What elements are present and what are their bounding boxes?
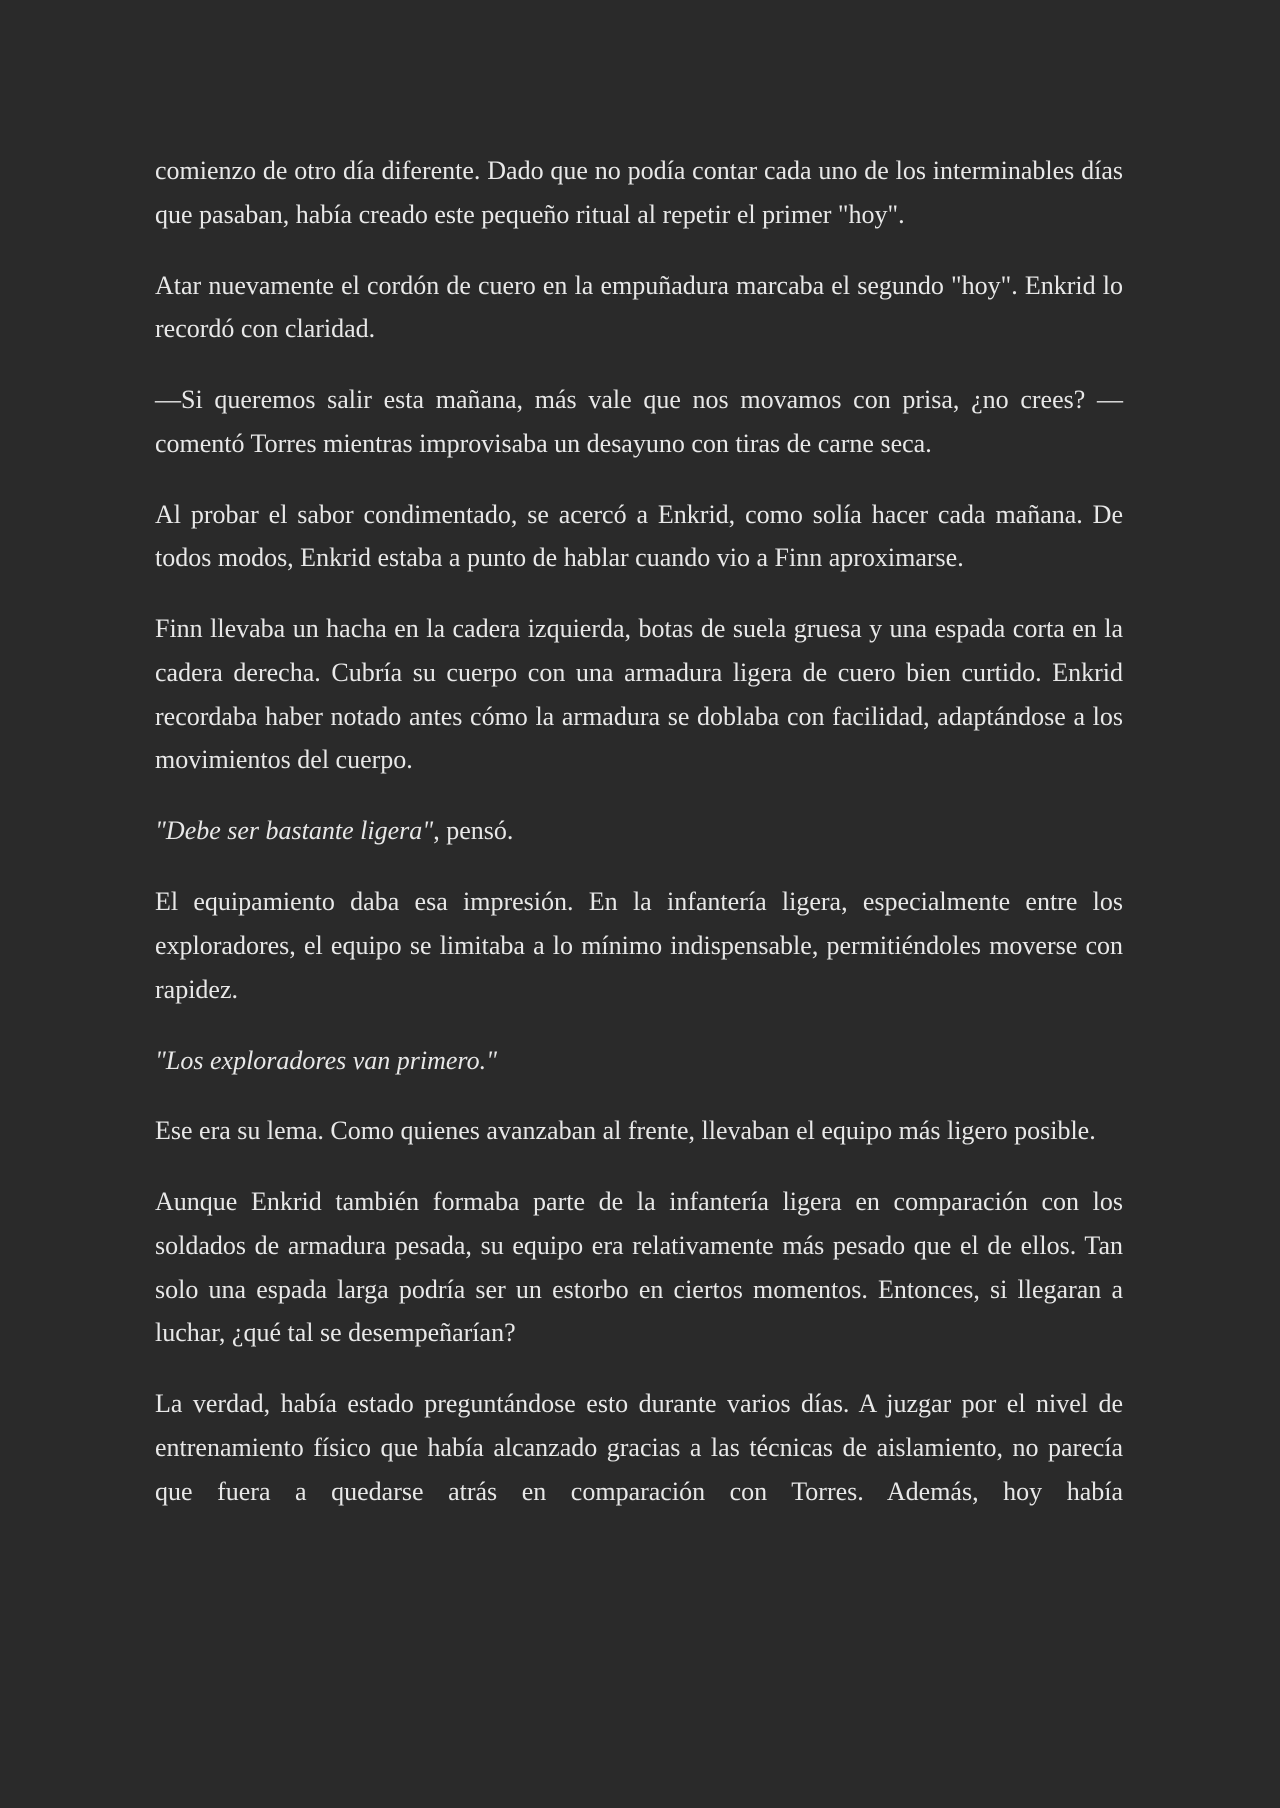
paragraph: La verdad, había estado preguntándose esto durante varios días. A juzgar por el nivel de entrenamiento físico que había alcanzado gracias a las técnicas de aislamiento, no parecía que fuera a quedarse atrás en comparación con Torres. Además, hoy había: [155, 1389, 1123, 1506]
paragraph: Atar nuevamente el cordón de cuero en la empuñadura marcaba el segundo "hoy". Enkrid lo recordó con claridad.: [155, 270, 1123, 344]
paragraph: comienzo de otro día diferente. Dado que no podía contar cada uno de los interminables días que pasaban, había creado este pequeño ritual al repetir el primer "hoy".: [155, 156, 1123, 229]
motto-quote: "Los exploradores van primero.": [155, 1045, 497, 1075]
thought-paragraph: [155, 809, 1123, 853]
inner-thought: "Debe ser bastante ligera": [155, 816, 434, 846]
paragraph: El equipamiento daba esa impresión. En la infantería ligera, especialmente entre los exploradores, el equipo se limitaba a lo mínimo indispensable, permitiéndoles moverse con rapidez.: [155, 887, 1123, 1004]
reading-pane: [155, 149, 1123, 1541]
paragraph: Aunque Enkrid también formaba parte de la infantería ligera en comparación con los soldados de armadura pesada, su equipo era relativamente más pesado que el de ellos. Tan solo una espada larga podría ser un estorbo en ciertos momentos. Entonces, si llegaran a luchar, ¿qué tal se desempeñarían?: [155, 1187, 1123, 1348]
thought-attribution: , pensó.: [433, 816, 514, 846]
paragraph: Ese era su lema. Como quienes avanzaban al frente, llevaban el equipo más ligero posible.: [155, 1116, 1096, 1146]
paragraph: Al probar el sabor condimentado, se acercó a Enkrid, como solía hacer cada mañana. De todos modos, Enkrid estaba a punto de hablar cuando vio a Finn aproximarse.: [155, 499, 1123, 573]
dialogue-paragraph: —Si queremos salir esta mañana, más vale que nos movamos con prisa, ¿no crees? —comentó Torres mientras improvisaba un desayuno con tiras de carne seca.: [155, 385, 1123, 458]
motto-paragraph: [155, 1039, 1123, 1083]
paragraph: Finn llevaba un hacha en la cadera izquierda, botas de suela gruesa y una espada corta en la cadera derecha. Cubría su cuerpo con una armadura ligera de cuero bien curtido. Enkrid recordaba haber notado antes cómo la armadura se doblaba con facilidad, adaptándose a los movimientos del cuerpo.: [155, 614, 1123, 775]
